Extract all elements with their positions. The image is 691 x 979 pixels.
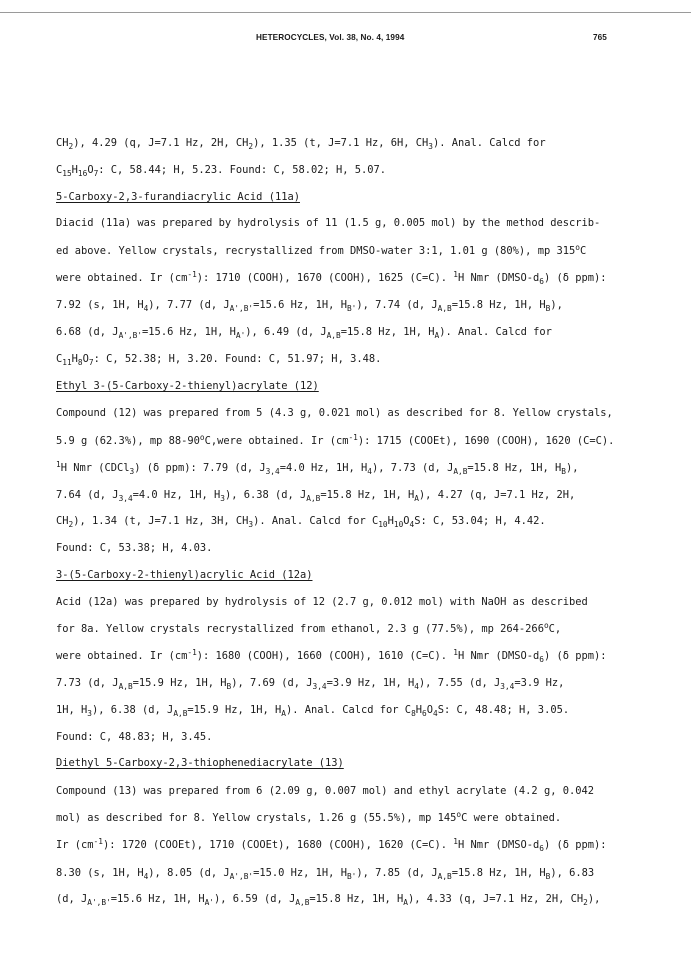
subscript: B	[226, 682, 232, 691]
text-run: Found: C, 48.83; H, 3.45.	[56, 731, 213, 743]
text-run: ): 1710 (COOH), 1670 (COOH), 1625 (C=C).	[196, 272, 454, 284]
text-run: =15.6 Hz, 1H, H	[142, 326, 236, 338]
subscript: 8	[77, 358, 83, 367]
text-run: ) (δ ppm): 7.79 (d, J	[134, 462, 266, 474]
subscript: 3	[87, 709, 92, 718]
text-line	[56, 595, 588, 609]
section-heading	[56, 379, 319, 393]
subscript: 3,4	[312, 682, 327, 691]
text-run: =15.8 Hz, 1H, H	[309, 893, 404, 905]
text-line	[56, 244, 586, 258]
subscript: 11	[62, 358, 72, 367]
superscript: 1	[56, 460, 61, 469]
superscript: -1	[187, 648, 197, 657]
subscript: A'	[235, 331, 246, 340]
text-run: C,	[548, 623, 562, 635]
heading-text: 3-(5-Carboxy-2-thienyl)acrylic Acid (12a)	[56, 569, 313, 581]
text-run: Acid (12a) was prepared by hydrolysis of 12 (2.7 g, 0.012 mol) with NaOH as described	[56, 596, 588, 608]
text-run: =3.9 Hz, 1H, H	[326, 677, 415, 689]
journal-citation: HETEROCYCLES, Vol. 38, No. 4, 1994	[256, 33, 405, 42]
text-line	[56, 703, 569, 717]
text-run: =15.8 Hz, 1H, H	[451, 867, 546, 879]
text-run: ), 7.85 (d, J	[356, 867, 438, 879]
text-run: O	[403, 515, 410, 527]
text-run: C,were obtained. Ir (cm	[204, 435, 349, 447]
subscript: 3,4	[118, 494, 133, 503]
text-line	[56, 461, 578, 475]
text-run: ), 6.59 (d, J	[214, 893, 296, 905]
subscript: A,B	[326, 331, 341, 340]
text-run: C	[579, 245, 587, 257]
subscript: A	[281, 709, 286, 718]
superscript: -1	[187, 270, 197, 279]
text-run: ),	[565, 462, 579, 474]
text-run: ) (δ ppm):	[543, 272, 607, 284]
subscript: 3	[428, 142, 433, 151]
text-run: ), 1.35 (t, J=7.1 Hz, 6H, CH	[253, 137, 429, 149]
text-line	[56, 514, 546, 528]
subscript: B'	[346, 304, 357, 313]
text-run: H Nmr (DMSO-d	[457, 839, 540, 851]
text-run: C	[56, 164, 63, 176]
text-run: =15.8 Hz, 1H, H	[467, 462, 562, 474]
text-run: ), 7.73 (d, J	[372, 462, 454, 474]
text-line	[56, 676, 564, 690]
subscript: 2	[583, 898, 588, 907]
text-run: 8.30 (s, 1H, H	[56, 867, 144, 879]
text-run: ). Anal. Calcd for C	[285, 704, 412, 716]
text-line	[56, 352, 381, 366]
heading-text: Ethyl 3-(5-Carboxy-2-thienyl)acrylate (12)	[56, 380, 319, 392]
text-run: ), 8.05 (d, J	[148, 867, 230, 879]
text-line	[56, 298, 563, 312]
subscript: 3	[220, 494, 225, 503]
text-line	[56, 325, 552, 339]
text-run: =15.6 Hz, 1H, H	[110, 893, 205, 905]
subscript: 3,4	[265, 467, 280, 476]
subscript: 10	[393, 520, 404, 529]
text-run: ). Anal. Calcd for C	[253, 515, 379, 527]
text-run: (d, J	[56, 893, 88, 905]
text-line	[56, 406, 613, 420]
text-line	[56, 784, 594, 798]
text-run: =3.9 Hz,	[514, 677, 565, 689]
superscript: 1	[453, 270, 458, 279]
text-run: 7.64 (d, J	[56, 489, 119, 501]
subscript: B	[545, 872, 551, 881]
section-heading	[56, 190, 300, 204]
subscript: A,B	[306, 494, 321, 503]
subscript: 4	[414, 682, 419, 691]
text-run: =15.8 Hz, 1H, H	[340, 326, 435, 338]
subscript: 2	[68, 142, 74, 151]
text-run: =15.8 Hz, 1H, H	[320, 489, 415, 501]
text-run: ) (δ ppm):	[543, 650, 607, 662]
superscript: -1	[348, 433, 358, 442]
text-run: H Nmr (DMSO-d	[457, 272, 540, 284]
superscript: 1	[453, 648, 458, 657]
text-run: C	[56, 353, 63, 365]
subscript: 15	[62, 169, 72, 178]
text-run: Compound (12) was prepared from 5 (4.3 g, 0.021 mol) as described for 8. Yellow crystals,	[56, 407, 613, 419]
text-run: were obtained. Ir (cm	[56, 272, 188, 284]
text-run: ), 7.74 (d, J	[356, 299, 438, 311]
subscript: 6	[539, 655, 544, 664]
subscript: B'	[346, 872, 357, 881]
text-run: Compound (13) was prepared from 6 (2.09 g, 0.007 mol) and ethyl acrylate (4.2 g, 0.042	[56, 785, 594, 797]
text-run: ): 1720 (COOEt), 1710 (COOEt), 1680 (COOH), 1620 (C=C).	[102, 839, 454, 851]
superscript: o	[199, 433, 205, 442]
subscript: A',B'	[118, 331, 143, 340]
text-line	[56, 216, 600, 230]
text-run: ), 6.49 (d, J	[245, 326, 327, 338]
text-line	[56, 163, 386, 177]
text-run: ), 4.29 (q, J=7.1 Hz, 2H, CH	[73, 137, 249, 149]
text-line	[56, 838, 607, 852]
subscript: A,B	[173, 709, 188, 718]
text-run: ). Anal. Calcd for	[432, 137, 546, 149]
text-run: 6.68 (d, J	[56, 326, 119, 338]
text-run: ): 1680 (COOH), 1660 (COOH), 1610 (C=C).	[196, 650, 454, 662]
text-run: : C, 52.38; H, 3.20. Found: C, 51.97; H, 3.48.	[93, 353, 382, 365]
text-run: CH	[56, 515, 69, 527]
section-heading	[56, 568, 312, 582]
text-line	[56, 730, 212, 744]
text-line	[56, 866, 594, 880]
subscript: A	[403, 898, 408, 907]
subscript: B	[561, 467, 566, 476]
text-line	[56, 136, 546, 150]
subscript: 4	[433, 709, 438, 718]
subscript: 16	[77, 169, 88, 178]
text-line	[56, 622, 561, 636]
text-run: CH	[56, 137, 69, 149]
text-run: =4.0 Hz, 1H, H	[132, 489, 221, 501]
text-run: ),	[587, 893, 601, 905]
text-line	[56, 488, 575, 502]
subscript: 4	[367, 467, 372, 476]
top-rule	[0, 12, 691, 13]
subscript: 3,4	[500, 682, 515, 691]
text-run: H	[415, 704, 423, 716]
text-run: =15.9 Hz, 1H, H	[132, 677, 227, 689]
subscript: A,B	[437, 304, 452, 313]
subscript: A,B	[437, 872, 452, 881]
subscript: 3	[248, 520, 254, 529]
text-run: =15.8 Hz, 1H, H	[451, 299, 546, 311]
text-run: H	[387, 515, 394, 527]
subscript: 7	[88, 358, 94, 367]
subscript: A,B	[295, 898, 310, 907]
subscript: A',B'	[229, 872, 254, 881]
text-line	[56, 649, 607, 663]
text-run: : C, 58.44; H, 5.23. Found: C, 58.02; H, 5.07.	[98, 164, 387, 176]
text-line	[56, 811, 561, 825]
text-run: 7.92 (s, 1H, H	[56, 299, 144, 311]
subscript: 6	[422, 709, 427, 718]
text-run: Diacid (11a) was prepared by hydrolysis of 11 (1.5 g, 0.005 mol) by the method describ-	[56, 217, 601, 229]
text-line	[56, 434, 614, 448]
subscript: 2	[248, 142, 254, 151]
subscript: 4	[143, 304, 149, 313]
text-run: ): 1715 (COOEt), 1690 (COOH), 1620 (C=C).	[357, 435, 615, 447]
text-line	[56, 271, 607, 285]
text-run: O	[426, 704, 434, 716]
text-run: for 8a. Yellow crystals recrystallized from ethanol, 2.3 g (77.5%), mp 264-266	[56, 623, 544, 635]
text-run: Found: C, 53.38; H, 4.03.	[56, 542, 213, 554]
subscript: A	[434, 331, 440, 340]
text-run: H Nmr (DMSO-d	[457, 650, 540, 662]
text-run: 7.73 (d, J	[56, 677, 119, 689]
subscript: 4	[409, 520, 415, 529]
text-run: 5.9 g (62.3%), mp 88-90	[56, 435, 200, 447]
text-run: ) (δ ppm):	[544, 839, 607, 851]
heading-text: Diethyl 5-Carboxy-2,3-thiophenediacrylate (13)	[56, 757, 344, 769]
text-line	[56, 892, 600, 906]
subscript: B	[545, 304, 551, 313]
heading-text: 5-Carboxy-2,3-furandiacrylic Acid (11a)	[56, 191, 300, 203]
subscript: 4	[143, 872, 149, 881]
superscript: 1	[453, 837, 458, 846]
text-run: ), 1.34 (t, J=7.1 Hz, 3H, CH	[73, 515, 249, 527]
superscript: o	[456, 810, 462, 819]
text-run: H Nmr (CDCl	[60, 462, 130, 474]
text-run: ), 6.38 (d, J	[91, 704, 174, 716]
subscript: 6	[539, 277, 544, 286]
text-run: ),	[550, 299, 563, 311]
subscript: A,B	[118, 682, 133, 691]
text-run: S: C, 53.04; H, 4.42.	[414, 515, 546, 527]
text-run: ), 4.27 (q, J=7.1 Hz, 2H,	[418, 489, 576, 501]
text-run: Ir (cm	[56, 839, 94, 851]
page-number: 765	[593, 33, 607, 42]
text-run: =15.6 Hz, 1H, H	[253, 299, 347, 311]
subscript: 8	[411, 709, 416, 718]
subscript: A',B'	[229, 304, 254, 313]
text-run: =15.0 Hz, 1H, H	[253, 867, 347, 879]
text-run: 1H, H	[56, 704, 88, 716]
subscript: A',B'	[87, 898, 111, 907]
text-run: O	[82, 353, 89, 365]
text-run: ), 4.33 (q, J=7.1 Hz, 2H, CH	[407, 893, 584, 905]
subscript: A'	[204, 898, 214, 907]
superscript: o	[543, 621, 549, 630]
text-line	[56, 541, 212, 555]
text-run: =4.0 Hz, 1H, H	[279, 462, 368, 474]
superscript: -1	[93, 837, 103, 846]
subscript: 2	[68, 520, 74, 529]
subscript: 3	[129, 467, 135, 476]
section-heading	[56, 756, 344, 770]
text-run: H	[71, 353, 78, 365]
text-run: ), 6.83	[550, 867, 595, 879]
text-run: ), 6.38 (d, J	[224, 489, 307, 501]
text-run: were obtained. Ir (cm	[56, 650, 188, 662]
subscript: 10	[378, 520, 388, 529]
subscript: A	[414, 494, 419, 503]
text-run: O	[87, 164, 94, 176]
text-run: ), 7.69 (d, J	[231, 677, 313, 689]
text-run: C were obtained.	[461, 812, 562, 824]
text-run: ed above. Yellow crystals, recrystallized from DMSO-water 3:1, 1.01 g (80%), mp 315	[56, 245, 576, 257]
text-run: =15.9 Hz, 1H, H	[187, 704, 282, 716]
text-run: ), 7.77 (d, J	[148, 299, 230, 311]
text-run: H	[71, 164, 78, 176]
text-run: S: C, 48.48; H, 3.05.	[437, 704, 570, 716]
superscript: o	[575, 243, 580, 252]
text-run: mol) as described for 8. Yellow crystals, 1.26 g (55.5%), mp 145	[56, 812, 457, 824]
subscript: A,B	[453, 467, 468, 476]
text-run: ). Anal. Calcd for	[439, 326, 552, 338]
text-run: ), 7.55 (d, J	[418, 677, 501, 689]
subscript: 6	[539, 844, 544, 853]
subscript: 7	[93, 169, 99, 178]
